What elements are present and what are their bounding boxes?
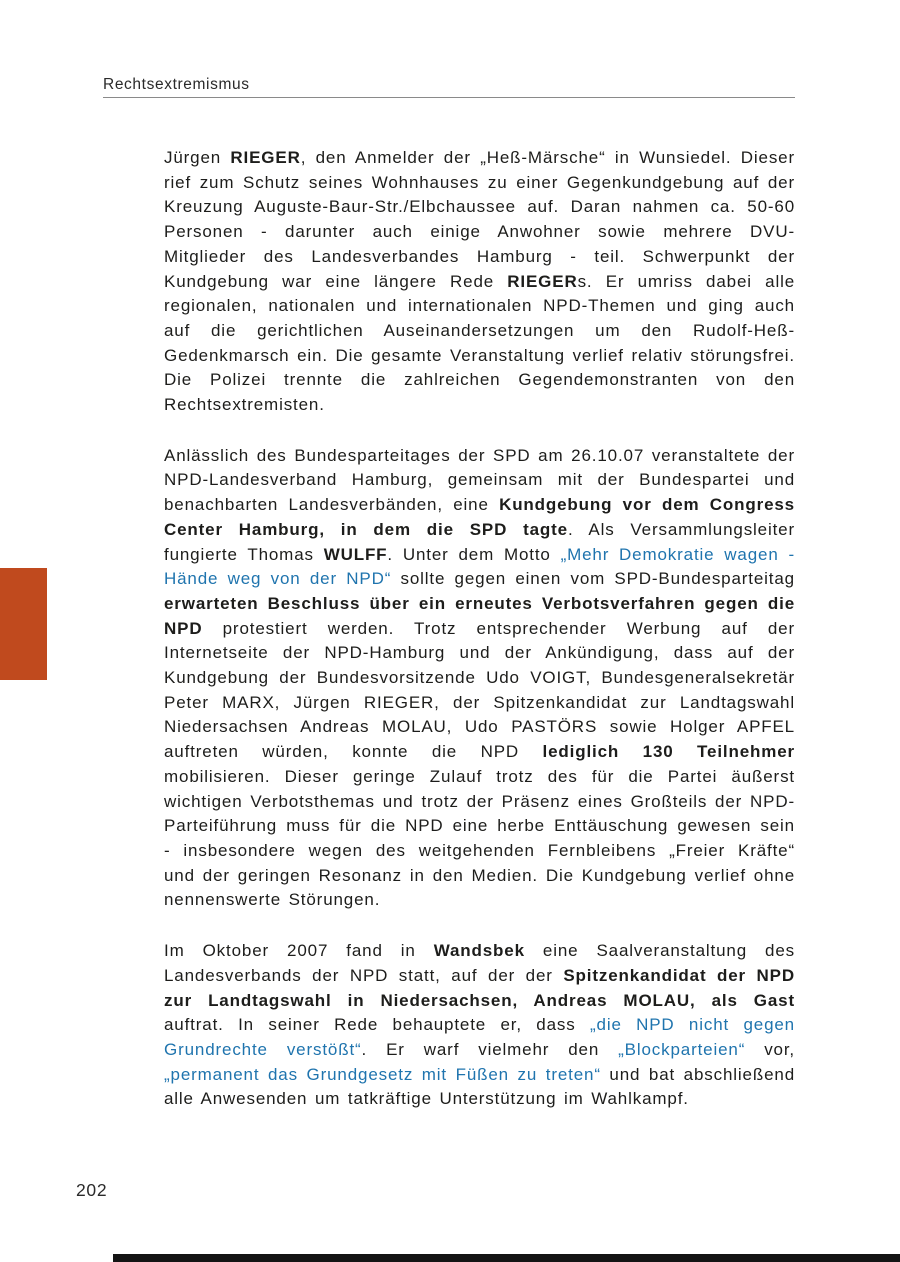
text-run: . Als Versammlungsleiter fungierte Thomas [164,519,796,564]
text-run: sollte gegen einen vom SPD-Bundesparteitag [391,569,795,589]
text-run: Jürgen [164,148,231,167]
header-rule [103,97,795,98]
paragraph [164,939,795,1112]
emphasis-text: lediglich 130 Teilnehmer [542,742,795,762]
text-run: Im Oktober 2007 fand in [164,941,434,961]
page-number: 202 [76,1180,108,1200]
text-run: s. Er umriss dabei alle regionalen, nationalen und internationalen NPD-Themen und ging auch auf die gerichtlichen Auseinandersetzungen um den Rudolf-Heß-Gedenkmarsch ein. Die gesamte Veranstaltung verlief relativ störungsfrei. Die Polizei trennte die zahlreichen Gegendemonstranten von den Rechtsextremisten. [164,271,796,415]
text-run: und bat abschließend alle Anwesenden um tatkräftige Unterstützung im Wahlkampf. [164,1064,795,1109]
emphasis-text: Wandsbek [433,941,525,961]
text-run: mobilisieren. Dieser geringe Zulauf trotz des für die Partei äußerst wichtigen Verbotsthemas und trotz der Präsenz eines Großteils der NPD-Parteiführung muss für die NPD eine herbe Enttäuschung gewesen sein - insbesondere wegen des weitgehenden Fernbleibens „Freier Kräfte“ und der geringen Resonanz in den Medien. Die Kundgebung verlief ohne nennenswerte Störungen. [164,766,795,910]
text-run: . Unter dem Motto [387,544,561,564]
emphasis-text: RIEGER [507,271,578,291]
running-header: Rechtsextremismus [103,76,250,93]
paragraph [164,146,795,418]
text-run: . Er warf vielmehr den [361,1039,619,1059]
text-run: eine Saalveranstaltung des Landesverbands der NPD statt, auf der der [164,941,795,985]
emphasis-text: Kundgebung vor dem Congress Center Hamburg, in dem die SPD tagte [164,495,795,539]
text-run: protestiert werden. Trotz entsprechender Werbung auf der Internetseite der NPD-Hamburg und der Ankündigung, dass auf der Kundgebung der Bundesvorsitzende Udo VOIGT, Bundesgeneralsekretär Peter MARX, Jürgen RIEGER, der Spitzenkandidat zur Landtagswahl Niedersachsen Andreas MOLAU, Udo PASTÖRS sowie Holger APFEL auftreten würden, konnte die NPD [164,618,795,762]
emphasis-text: Spitzenkandidat der NPD zur Landtagswahl in Niedersachsen, Andreas MOLAU, als Gast [164,965,795,1010]
text-run: , den Anmelder der „Heß-Märsche“ in Wunsiedel. Dieser rief zum Schutz seines Wohnhauses zu einer Gegenkundgebung auf der Kreuzung Auguste-Baur-Str./Elbchaussee auf. Daran nahmen ca. 50-60 Personen - darunter auch einige Anwohner sowie mehrere DVU-Mitglieder des Landesverbandes Hamburg - teil. Schwerpunkt der Kundgebung war eine längere Rede [164,148,796,291]
text-run: Anlässlich des Bundesparteitages der SPD am 26.10.07 veranstaltete der NPD-Landesverband Hamburg, gemeinsam mit der Bundespartei und benachbarten Landesverbänden, eine [164,445,795,515]
quoted-phrase: „Mehr Demokratie wagen - Hände weg von der NPD“ [164,544,795,589]
quoted-phrase: „permanent das Grundgesetz mit Füßen zu treten“ [164,1064,601,1084]
text-run: auftrat. In seiner Rede behauptete er, dass [164,1015,590,1035]
emphasis-text: WULFF [323,544,388,564]
chapter-tab-marker [0,568,47,680]
page-bottom-edge [113,1254,900,1262]
text-run: vor, [745,1039,795,1059]
quoted-phrase: „die NPD nicht gegen Grundrechte verstößt“ [164,1015,795,1059]
emphasis-text: erwarteten Beschluss über ein erneutes Verbotsverfahren gegen die NPD [164,593,795,638]
quoted-phrase: „Blockparteien“ [618,1039,746,1059]
body-text [164,146,795,1138]
paragraph [164,444,795,913]
emphasis-text: RIEGER [230,148,301,167]
